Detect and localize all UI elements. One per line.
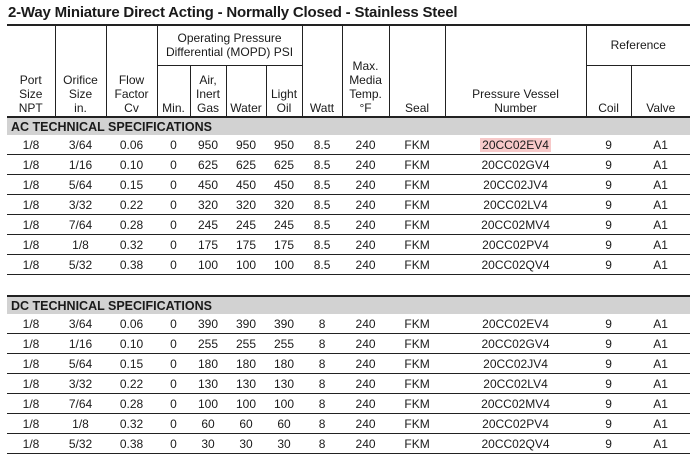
orifice-size-cell: 7/64 bbox=[55, 215, 106, 235]
min-psi-cell: 0 bbox=[157, 314, 190, 334]
pressure-vessel-number-cell: 20CC02JV4 bbox=[445, 354, 586, 374]
watt-cell: 8.5 bbox=[302, 235, 342, 255]
min-psi-cell: 0 bbox=[157, 215, 190, 235]
light-oil-psi-cell: 175 bbox=[266, 235, 302, 255]
dc-section-title: DC TECHNICAL SPECIFICATIONS bbox=[7, 296, 690, 314]
air-psi-cell: 130 bbox=[190, 374, 226, 394]
table-row bbox=[7, 195, 690, 215]
seal-cell: FKM bbox=[389, 215, 445, 235]
air-psi-cell: 320 bbox=[190, 195, 226, 215]
orifice-size-cell: 5/32 bbox=[55, 255, 106, 275]
air-psi-cell: 245 bbox=[190, 215, 226, 235]
max-temp-cell: 240 bbox=[342, 135, 389, 155]
watt-cell: 8 bbox=[302, 314, 342, 334]
flow-factor-header: Flow Factor Cv bbox=[106, 25, 157, 117]
water-psi-cell: 625 bbox=[226, 155, 266, 175]
water-psi-cell: 180 bbox=[226, 354, 266, 374]
air-psi-cell: 100 bbox=[190, 394, 226, 414]
light-oil-header: Light Oil bbox=[266, 66, 302, 118]
valve-cell: A1 bbox=[631, 334, 690, 354]
valve-cell: A1 bbox=[631, 195, 690, 215]
pressure-vessel-number-cell: 20CC02PV4 bbox=[445, 414, 586, 434]
table-header bbox=[7, 25, 690, 117]
pressure-vessel-number-cell: 20CC02GV4 bbox=[445, 334, 586, 354]
watt-cell: 8.5 bbox=[302, 175, 342, 195]
coil-cell: 9 bbox=[586, 394, 631, 414]
orifice-size-cell: 1/16 bbox=[55, 334, 106, 354]
orifice-size-cell: 5/32 bbox=[55, 434, 106, 454]
min-psi-cell: 0 bbox=[157, 414, 190, 434]
coil-cell: 9 bbox=[586, 195, 631, 215]
min-psi-cell: 0 bbox=[157, 434, 190, 454]
light-oil-psi-cell: 390 bbox=[266, 314, 302, 334]
flow-factor-cell: 0.10 bbox=[106, 155, 157, 175]
max-temp-cell: 240 bbox=[342, 235, 389, 255]
water-psi-cell: 100 bbox=[226, 255, 266, 275]
max-temp-cell: 240 bbox=[342, 334, 389, 354]
table-row bbox=[7, 135, 690, 155]
watt-cell: 8 bbox=[302, 394, 342, 414]
water-psi-cell: 175 bbox=[226, 235, 266, 255]
orifice-size-cell: 7/64 bbox=[55, 394, 106, 414]
air-psi-cell: 950 bbox=[190, 135, 226, 155]
table-row bbox=[7, 354, 690, 374]
valve-cell: A1 bbox=[631, 215, 690, 235]
orifice-size-cell: 3/32 bbox=[55, 374, 106, 394]
min-psi-cell: 0 bbox=[157, 394, 190, 414]
orifice-size-header: Orifice Size in. bbox=[55, 25, 106, 117]
orifice-size-cell: 3/32 bbox=[55, 195, 106, 215]
valve-cell: A1 bbox=[631, 255, 690, 275]
water-psi-cell: 320 bbox=[226, 195, 266, 215]
seal-cell: FKM bbox=[389, 394, 445, 414]
pressure-vessel-number-cell: 20CC02QV4 bbox=[445, 434, 586, 454]
orifice-size-cell: 1/8 bbox=[55, 235, 106, 255]
watt-cell: 8 bbox=[302, 334, 342, 354]
flow-factor-cell: 0.28 bbox=[106, 394, 157, 414]
air-psi-cell: 390 bbox=[190, 314, 226, 334]
flow-factor-cell: 0.15 bbox=[106, 175, 157, 195]
light-oil-psi-cell: 100 bbox=[266, 394, 302, 414]
seal-cell: FKM bbox=[389, 235, 445, 255]
max-temp-cell: 240 bbox=[342, 374, 389, 394]
water-header: Water bbox=[226, 66, 266, 118]
port-size-cell: 1/8 bbox=[7, 414, 55, 434]
light-oil-psi-cell: 100 bbox=[266, 255, 302, 275]
air-psi-cell: 100 bbox=[190, 255, 226, 275]
air-psi-cell: 180 bbox=[190, 354, 226, 374]
min-psi-cell: 0 bbox=[157, 135, 190, 155]
water-psi-cell: 130 bbox=[226, 374, 266, 394]
coil-cell: 9 bbox=[586, 374, 631, 394]
valve-cell: A1 bbox=[631, 414, 690, 434]
pressure-vessel-number-cell: 20CC02MV4 bbox=[445, 215, 586, 235]
min-psi-cell: 0 bbox=[157, 155, 190, 175]
max-temp-cell: 240 bbox=[342, 215, 389, 235]
port-size-cell: 1/8 bbox=[7, 235, 55, 255]
min-psi-cell: 0 bbox=[157, 195, 190, 215]
max-temp-cell: 240 bbox=[342, 175, 389, 195]
flow-factor-cell: 0.06 bbox=[106, 135, 157, 155]
seal-cell: FKM bbox=[389, 255, 445, 275]
port-size-cell: 1/8 bbox=[7, 135, 55, 155]
pressure-vessel-number-cell: 20CC02EV4 bbox=[445, 314, 586, 334]
water-psi-cell: 255 bbox=[226, 334, 266, 354]
reference-group-header: Reference bbox=[586, 25, 690, 66]
flow-factor-cell: 0.38 bbox=[106, 434, 157, 454]
port-size-cell: 1/8 bbox=[7, 394, 55, 414]
orifice-size-cell: 1/16 bbox=[55, 155, 106, 175]
coil-cell: 9 bbox=[586, 334, 631, 354]
seal-cell: FKM bbox=[389, 414, 445, 434]
light-oil-psi-cell: 60 bbox=[266, 414, 302, 434]
port-size-cell: 1/8 bbox=[7, 175, 55, 195]
flow-factor-cell: 0.10 bbox=[106, 334, 157, 354]
max-temp-header: Max. Media Temp. °F bbox=[342, 25, 389, 117]
coil-header: Coil bbox=[586, 66, 631, 118]
ac-section bbox=[7, 117, 690, 275]
port-size-header: Port Size NPT bbox=[7, 25, 55, 117]
watt-cell: 8 bbox=[302, 354, 342, 374]
flow-factor-cell: 0.15 bbox=[106, 354, 157, 374]
section-spacer bbox=[7, 275, 690, 297]
watt-cell: 8.5 bbox=[302, 195, 342, 215]
watt-cell: 8.5 bbox=[302, 135, 342, 155]
max-temp-cell: 240 bbox=[342, 394, 389, 414]
port-size-cell: 1/8 bbox=[7, 374, 55, 394]
watt-cell: 8.5 bbox=[302, 155, 342, 175]
port-size-cell: 1/8 bbox=[7, 314, 55, 334]
min-psi-cell: 0 bbox=[157, 175, 190, 195]
port-size-cell: 1/8 bbox=[7, 215, 55, 235]
dc-section bbox=[7, 296, 690, 454]
pressure-vessel-number-cell: 20CC02GV4 bbox=[445, 155, 586, 175]
valve-cell: A1 bbox=[631, 394, 690, 414]
coil-cell: 9 bbox=[586, 354, 631, 374]
highlighted-part-number: 20CC02EV4 bbox=[482, 137, 549, 152]
table-row bbox=[7, 155, 690, 175]
water-psi-cell: 100 bbox=[226, 394, 266, 414]
air-psi-cell: 450 bbox=[190, 175, 226, 195]
min-psi-cell: 0 bbox=[157, 354, 190, 374]
seal-cell: FKM bbox=[389, 195, 445, 215]
valve-cell: A1 bbox=[631, 135, 690, 155]
page-title: 2-Way Miniature Direct Acting - Normally Closed - Stainless Steel bbox=[8, 4, 458, 21]
port-size-cell: 1/8 bbox=[7, 434, 55, 454]
light-oil-psi-cell: 625 bbox=[266, 155, 302, 175]
watt-cell: 8.5 bbox=[302, 255, 342, 275]
port-size-cell: 1/8 bbox=[7, 354, 55, 374]
coil-cell: 9 bbox=[586, 434, 631, 454]
flow-factor-cell: 0.22 bbox=[106, 195, 157, 215]
coil-cell: 9 bbox=[586, 314, 631, 334]
seal-cell: FKM bbox=[389, 334, 445, 354]
light-oil-psi-cell: 320 bbox=[266, 195, 302, 215]
min-psi-cell: 0 bbox=[157, 235, 190, 255]
pressure-vessel-header: Pressure Vessel Number bbox=[445, 25, 586, 117]
table-row bbox=[7, 414, 690, 434]
valve-cell: A1 bbox=[631, 314, 690, 334]
min-psi-cell: 0 bbox=[157, 374, 190, 394]
max-temp-cell: 240 bbox=[342, 255, 389, 275]
coil-cell: 9 bbox=[586, 414, 631, 434]
seal-cell: FKM bbox=[389, 374, 445, 394]
orifice-size-cell: 3/64 bbox=[55, 314, 106, 334]
air-psi-cell: 625 bbox=[190, 155, 226, 175]
coil-cell: 9 bbox=[586, 235, 631, 255]
valve-cell: A1 bbox=[631, 434, 690, 454]
seal-cell: FKM bbox=[389, 434, 445, 454]
light-oil-psi-cell: 180 bbox=[266, 354, 302, 374]
flow-factor-cell: 0.06 bbox=[106, 314, 157, 334]
port-size-cell: 1/8 bbox=[7, 155, 55, 175]
water-psi-cell: 245 bbox=[226, 215, 266, 235]
water-psi-cell: 390 bbox=[226, 314, 266, 334]
light-oil-psi-cell: 30 bbox=[266, 434, 302, 454]
water-psi-cell: 950 bbox=[226, 135, 266, 155]
valve-cell: A1 bbox=[631, 354, 690, 374]
watt-header: Watt bbox=[302, 25, 342, 117]
light-oil-psi-cell: 450 bbox=[266, 175, 302, 195]
table-row bbox=[7, 334, 690, 354]
water-psi-cell: 60 bbox=[226, 414, 266, 434]
port-size-cell: 1/8 bbox=[7, 195, 55, 215]
pressure-vessel-number-cell: 20CC02LV4 bbox=[445, 374, 586, 394]
pressure-vessel-number-cell: 20CC02JV4 bbox=[445, 175, 586, 195]
valve-cell: A1 bbox=[631, 374, 690, 394]
port-size-cell: 1/8 bbox=[7, 255, 55, 275]
min-psi-cell: 0 bbox=[157, 255, 190, 275]
seal-cell: FKM bbox=[389, 354, 445, 374]
flow-factor-cell: 0.28 bbox=[106, 215, 157, 235]
watt-cell: 8 bbox=[302, 374, 342, 394]
air-header: Air, Inert Gas bbox=[190, 66, 226, 118]
flow-factor-cell: 0.38 bbox=[106, 255, 157, 275]
air-psi-cell: 60 bbox=[190, 414, 226, 434]
orifice-size-cell: 3/64 bbox=[55, 135, 106, 155]
water-psi-cell: 30 bbox=[226, 434, 266, 454]
seal-cell: FKM bbox=[389, 155, 445, 175]
air-psi-cell: 175 bbox=[190, 235, 226, 255]
table-row bbox=[7, 235, 690, 255]
table-row bbox=[7, 314, 690, 334]
light-oil-psi-cell: 950 bbox=[266, 135, 302, 155]
table-row bbox=[7, 434, 690, 454]
pressure-vessel-number-cell: 20CC02MV4 bbox=[445, 394, 586, 414]
orifice-size-cell: 5/64 bbox=[55, 354, 106, 374]
pressure-vessel-number-cell: 20CC02PV4 bbox=[445, 235, 586, 255]
coil-cell: 9 bbox=[586, 155, 631, 175]
table-row bbox=[7, 255, 690, 275]
coil-cell: 9 bbox=[586, 175, 631, 195]
flow-factor-cell: 0.22 bbox=[106, 374, 157, 394]
flow-factor-cell: 0.32 bbox=[106, 235, 157, 255]
min-header: Min. bbox=[157, 66, 190, 118]
seal-cell: FKM bbox=[389, 175, 445, 195]
min-psi-cell: 0 bbox=[157, 334, 190, 354]
seal-cell: FKM bbox=[389, 314, 445, 334]
valve-cell: A1 bbox=[631, 155, 690, 175]
max-temp-cell: 240 bbox=[342, 434, 389, 454]
air-psi-cell: 30 bbox=[190, 434, 226, 454]
pressure-vessel-number-cell bbox=[445, 135, 586, 155]
valve-cell: A1 bbox=[631, 235, 690, 255]
max-temp-cell: 240 bbox=[342, 314, 389, 334]
max-temp-cell: 240 bbox=[342, 414, 389, 434]
orifice-size-cell: 5/64 bbox=[55, 175, 106, 195]
table-row bbox=[7, 374, 690, 394]
orifice-size-cell: 1/8 bbox=[55, 414, 106, 434]
table-row bbox=[7, 215, 690, 235]
light-oil-psi-cell: 245 bbox=[266, 215, 302, 235]
flow-factor-cell: 0.32 bbox=[106, 414, 157, 434]
watt-cell: 8 bbox=[302, 414, 342, 434]
coil-cell: 9 bbox=[586, 255, 631, 275]
light-oil-psi-cell: 130 bbox=[266, 374, 302, 394]
max-temp-cell: 240 bbox=[342, 195, 389, 215]
max-temp-cell: 240 bbox=[342, 155, 389, 175]
air-psi-cell: 255 bbox=[190, 334, 226, 354]
water-psi-cell: 450 bbox=[226, 175, 266, 195]
seal-header: Seal bbox=[389, 25, 445, 117]
valve-header: Valve bbox=[631, 66, 690, 118]
spec-table bbox=[7, 24, 690, 454]
max-temp-cell: 240 bbox=[342, 354, 389, 374]
pressure-vessel-number-cell: 20CC02QV4 bbox=[445, 255, 586, 275]
ac-section-title: AC TECHNICAL SPECIFICATIONS bbox=[7, 117, 690, 135]
table-row bbox=[7, 175, 690, 195]
pressure-vessel-number-cell: 20CC02LV4 bbox=[445, 195, 586, 215]
port-size-cell: 1/8 bbox=[7, 334, 55, 354]
table-row bbox=[7, 394, 690, 414]
valve-cell: A1 bbox=[631, 175, 690, 195]
mopd-group-header: Operating Pressure Differential (MOPD) PSI bbox=[157, 25, 302, 66]
coil-cell: 9 bbox=[586, 215, 631, 235]
watt-cell: 8 bbox=[302, 434, 342, 454]
seal-cell: FKM bbox=[389, 135, 445, 155]
coil-cell: 9 bbox=[586, 135, 631, 155]
watt-cell: 8.5 bbox=[302, 215, 342, 235]
light-oil-psi-cell: 255 bbox=[266, 334, 302, 354]
